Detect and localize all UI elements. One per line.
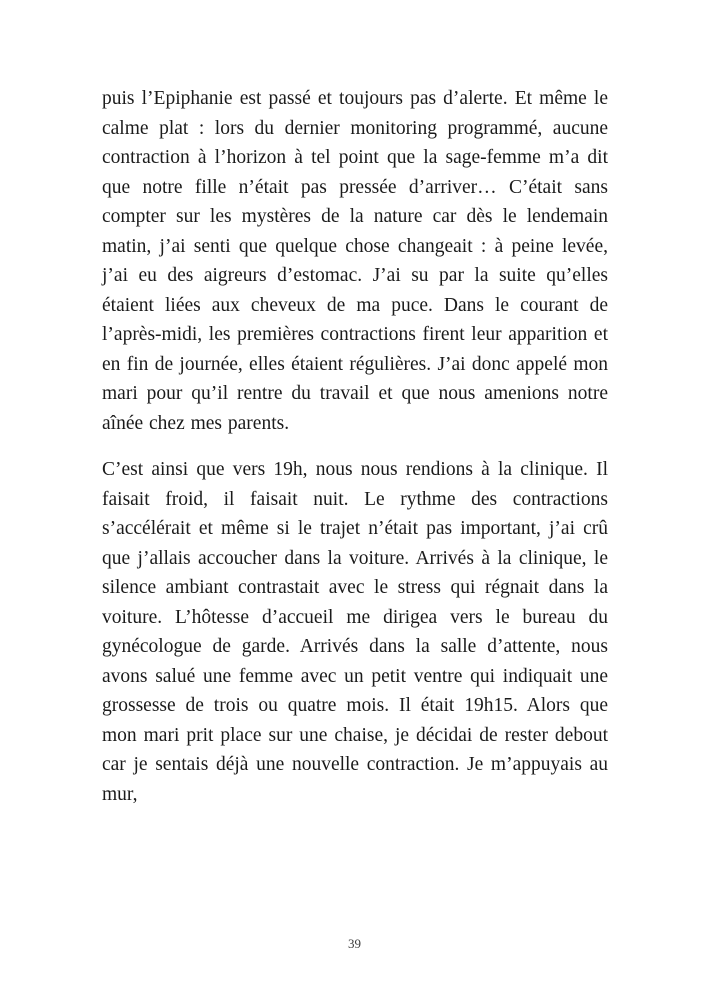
book-page-text-block bbox=[102, 84, 608, 826]
paragraph-2: C’est ainsi que vers 19h, nous nous rendions à la clinique. Il faisait froid, il faisait nuit. Le rythme des contractions s’accélérait et même si le trajet n’était pas important, j’ai crû que j’allais accoucher dans la voiture. Arrivés à la clinique, le silence ambiant contrastait avec le stress qui régnait dans la voiture. L’hôtesse d’accueil me dirigea vers le bureau du gynécologue de garde. Arrivés dans la salle d’attente, nous avons salué une femme avec un petit ventre qui indiquait une grossesse de trois ou quatre mois. Il était 19h15. Alors que mon mari prit place sur une chaise, je décidai de rester debout car je sentais déjà une nouvelle contraction. Je m’appuyais au mur, bbox=[102, 459, 608, 805]
page-number: 39 bbox=[348, 936, 361, 951]
paragraph-1: puis l’Epiphanie est passé et toujours pas d’alerte. Et même le calme plat : lors du dernier monitoring programmé, aucune contraction à l’horizon à tel point que la sage-femme m’a dit que notre fille n’était pas pressée d’arriver… C’était sans compter sur les mystères de la nature car dès le lendemain matin, j’ai senti que quelque chose changeait : à peine levée, j’ai eu des aigreurs d’estomac. J’ai su par la suite qu’elles étaient liées aux cheveux de ma puce. Dans le courant de l’après-midi, les premières contractions firent leur apparition et en fin de journée, elles étaient régulières. J’ai donc appelé mon mari pour qu’il rentre du travail et que nous amenions notre aînée chez mes parents. bbox=[102, 88, 608, 434]
